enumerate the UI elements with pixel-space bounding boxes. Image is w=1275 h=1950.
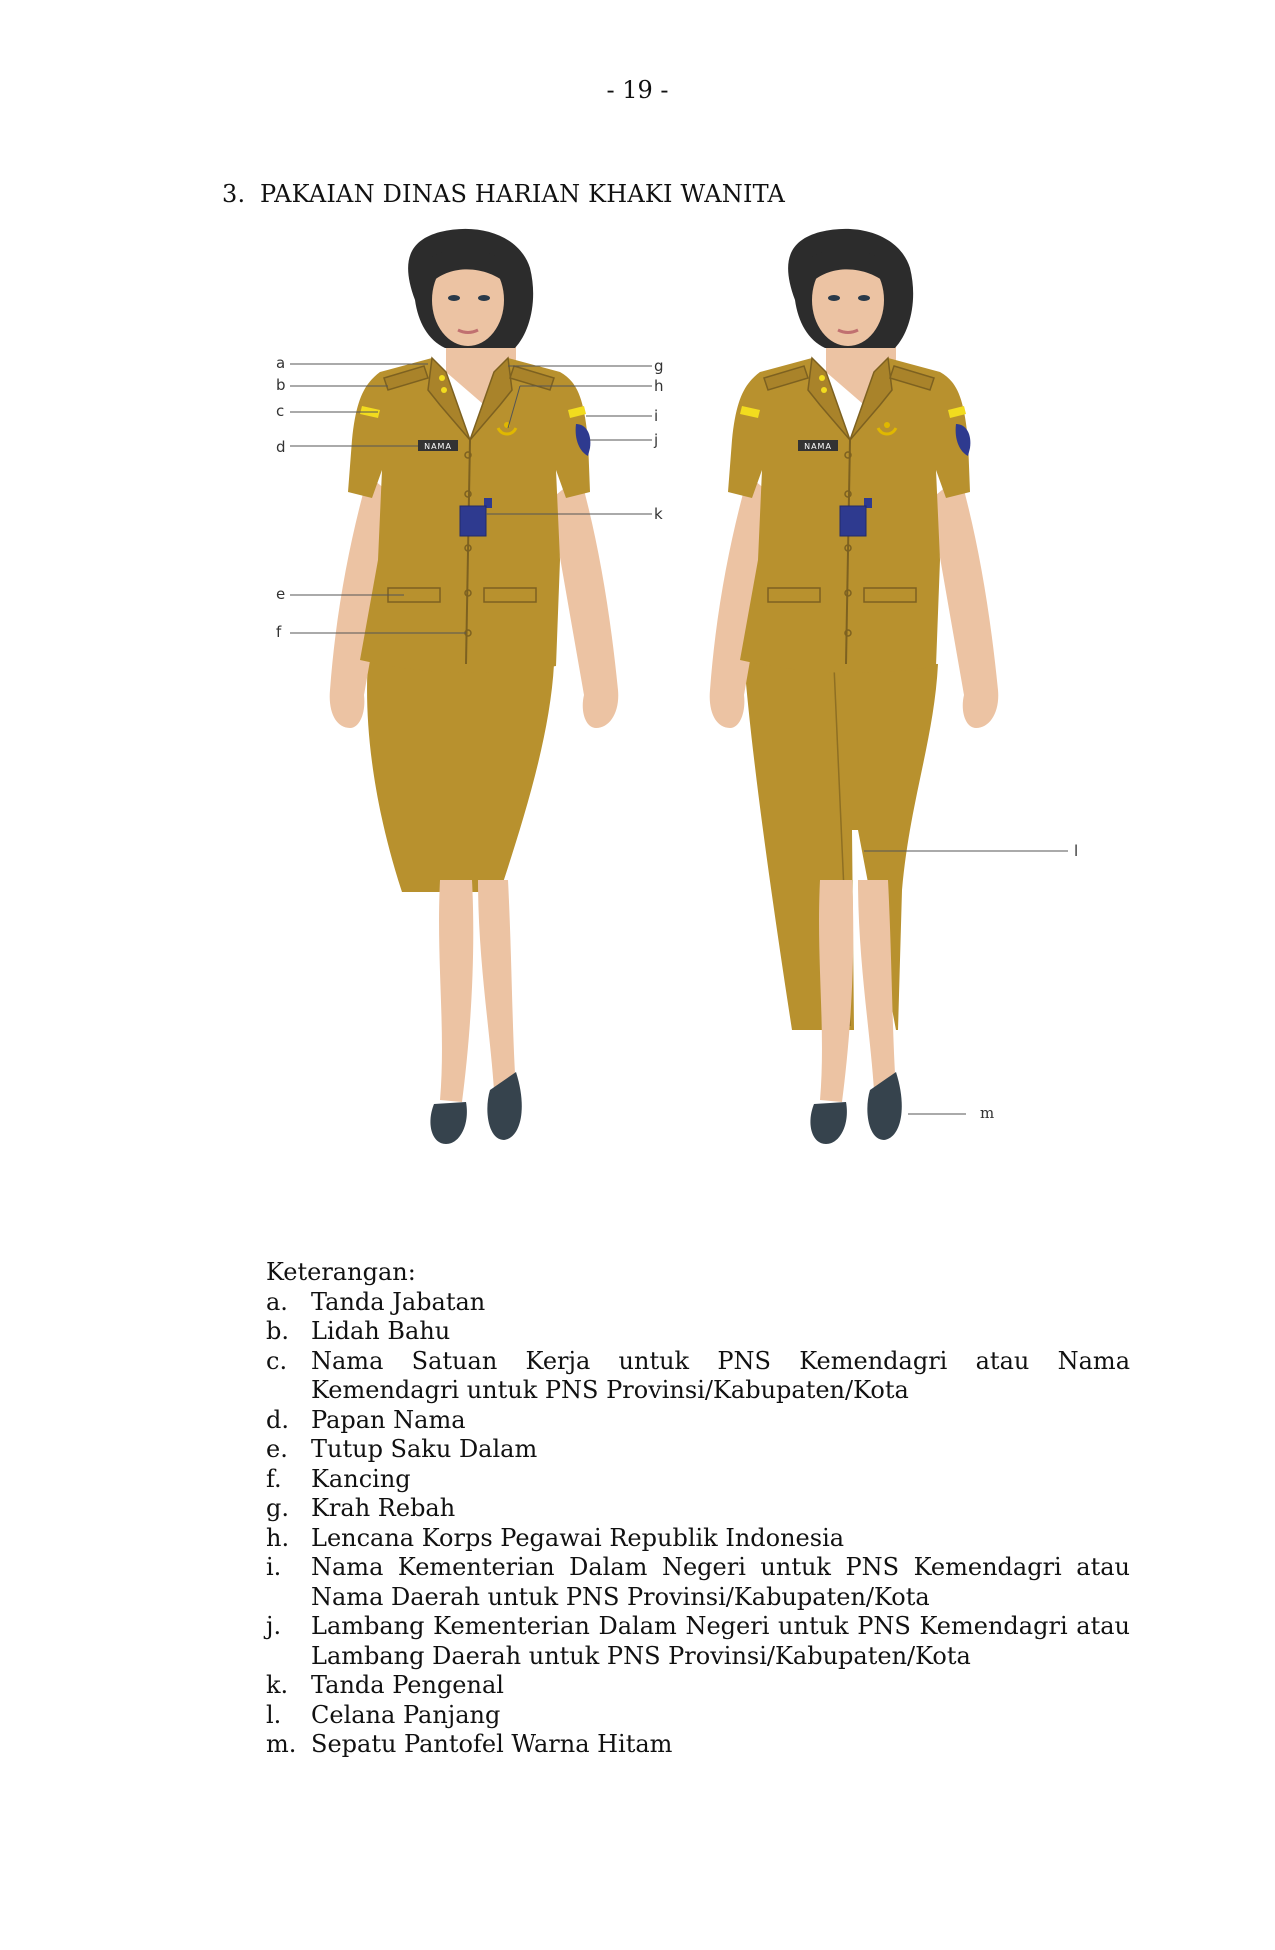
section-number: 3. <box>222 180 246 208</box>
legend-key: e. <box>266 1435 288 1463</box>
legend-item <box>266 1494 1130 1524</box>
legend-text: Lidah Bahu <box>311 1317 451 1345</box>
callout-e: e <box>276 585 286 603</box>
skirt <box>367 660 554 892</box>
callout-c: c <box>276 402 285 420</box>
legend-item <box>266 1612 1130 1671</box>
legend-item <box>266 1671 1130 1701</box>
callout-b: b <box>276 376 286 394</box>
callout-j: j <box>654 431 659 449</box>
legend-text: Kancing <box>311 1464 411 1493</box>
legend-title: Keterangan: <box>266 1258 416 1286</box>
legend <box>266 1258 1130 1760</box>
legend-text: Tanda Pengenal <box>311 1671 504 1699</box>
legend-text: Celana Panjang <box>311 1700 501 1729</box>
legend-text: Papan Nama <box>311 1405 466 1434</box>
legend-text: Lambang Kementerian Dalam Negeri untuk PNS Kemendagri atau Lambang Daerah untuk PNS Provinsi/Kabupaten/Kota <box>311 1612 1130 1670</box>
legend-text: Sepatu Pantofel Warna Hitam <box>311 1730 673 1758</box>
legend-key: k. <box>266 1671 289 1699</box>
callout-m: m <box>980 1104 995 1122</box>
callout-l: l <box>1074 842 1079 860</box>
legend-text: Tanda Jabatan <box>311 1287 486 1316</box>
callout-g: g <box>654 357 664 375</box>
legend-text: Nama Satuan Kerja untuk PNS Kemendagri atau Nama Kemendagri untuk PNS Provinsi/Kabupaten/Kota <box>311 1346 1130 1404</box>
shoe-right-1 <box>810 1102 846 1144</box>
legend-key: l. <box>266 1700 282 1729</box>
legend-item <box>266 1465 1130 1495</box>
shoe-left-1 <box>430 1102 466 1144</box>
legend-key: a. <box>266 1287 288 1316</box>
legend-item <box>266 1435 1130 1465</box>
legend-text: Krah Rebah <box>311 1494 456 1522</box>
legend-item <box>266 1553 1130 1612</box>
legend-key: m. <box>266 1730 297 1758</box>
legend-key: j. <box>266 1612 282 1640</box>
legend-item <box>266 1524 1130 1554</box>
shoe-left-2 <box>487 1072 521 1140</box>
callout-k: k <box>654 505 663 523</box>
legend-item <box>266 1288 1130 1318</box>
legend-key: c. <box>266 1346 288 1375</box>
legend-item <box>266 1406 1130 1436</box>
legend-item <box>266 1317 1130 1347</box>
legend-key: i. <box>266 1553 282 1581</box>
callout-a: a <box>276 354 286 372</box>
callout-f: f <box>276 623 282 641</box>
legend-item <box>266 1730 1130 1760</box>
legend-item <box>266 1347 1130 1406</box>
section-title-text: PAKAIAN DINAS HARIAN KHAKI WANITA <box>260 180 786 208</box>
legend-key: f. <box>266 1464 282 1493</box>
legend-text: Lencana Korps Pegawai Republik Indonesia <box>311 1523 845 1552</box>
page-number: - 19 - <box>606 76 669 104</box>
legend-text: Tutup Saku Dalam <box>311 1435 538 1463</box>
callout-h: h <box>654 377 664 395</box>
callout-d: d <box>276 438 286 456</box>
legend-key: h. <box>266 1523 290 1552</box>
name-tag-left: NAMA <box>424 442 452 451</box>
figure-trousers <box>710 229 999 1144</box>
shoe-right-2 <box>867 1072 901 1140</box>
legend-key: b. <box>266 1317 289 1345</box>
legend-text: Nama Kementerian Dalam Negeri untuk PNS Kemendagri atau Nama Daerah untuk PNS Provinsi/Kabupaten/Kota <box>311 1553 1130 1611</box>
legend-key: g. <box>266 1494 289 1522</box>
legend-item <box>266 1701 1130 1731</box>
name-tag-right: NAMA <box>804 442 832 451</box>
legend-key: d. <box>266 1405 289 1434</box>
callout-i: i <box>654 407 659 425</box>
